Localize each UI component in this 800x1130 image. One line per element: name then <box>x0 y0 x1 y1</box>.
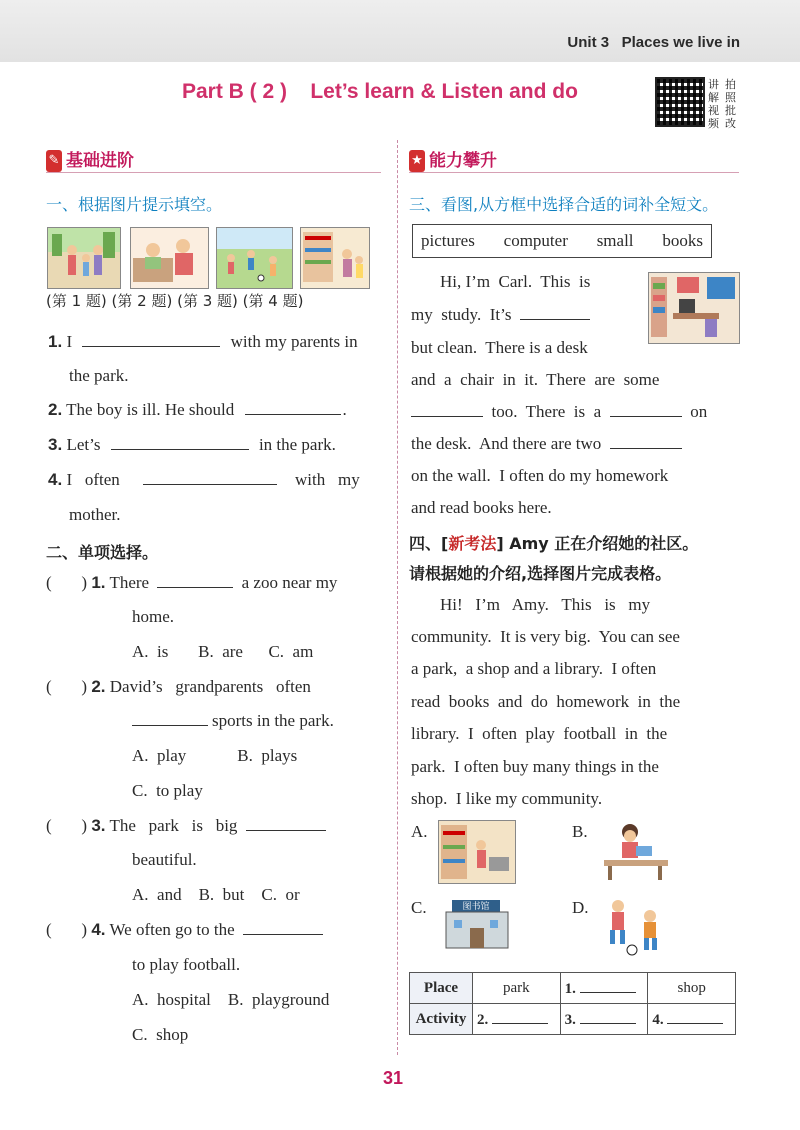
fill-item-4-cont: mother. <box>69 505 121 524</box>
carl-line-5: too. There is a on <box>411 402 707 422</box>
answer-blank[interactable] <box>411 402 483 417</box>
top-banner <box>0 0 800 62</box>
carl-line-1: Hi, I’m Carl. This is <box>440 272 591 291</box>
answer-paren[interactable]: ( ) <box>46 677 88 696</box>
picture-2-sick-boy <box>130 227 209 289</box>
answer-paren[interactable]: ( ) <box>46 573 88 592</box>
answer-blank[interactable] <box>610 434 682 449</box>
picture-captions: (第 1 题) (第 2 题) (第 3 题) (第 4 题) <box>46 292 304 310</box>
section-badge-icon: ✎ <box>46 150 62 172</box>
picture-4-shop <box>300 227 370 289</box>
table-cell-blank[interactable]: 3. <box>560 1004 648 1035</box>
section-badge-icon: ★ <box>409 150 425 172</box>
option-d-label: D. <box>572 898 589 917</box>
fill-item-4: 4. I often with my <box>48 470 360 489</box>
mc-1-cont: home. <box>132 607 175 626</box>
table-cell: shop <box>648 973 736 1004</box>
word-option: books <box>662 231 703 250</box>
amy-line-2: community. It is very big. You can see <box>411 627 680 646</box>
fill-item-3: 3. Let’s in the park. <box>48 435 336 454</box>
q4-heading: 四、[新考法] Amy 正在介绍她的社区。 <box>409 534 699 553</box>
section-underline <box>409 172 739 173</box>
picture-a-shop <box>438 820 516 884</box>
picture-c-library <box>440 898 520 954</box>
amy-line-4: read books and do homework in the <box>411 692 681 711</box>
mc-2-options-2: C. to play <box>132 781 203 800</box>
mc-1-options: A. is B. are C. am <box>132 642 314 661</box>
carl-line-6: the desk. And there are two <box>411 434 682 454</box>
picture-study-room <box>648 272 740 344</box>
new-method-tag: 新考法 <box>448 534 497 553</box>
table-header-place: Place <box>410 973 473 1004</box>
table-row <box>410 1004 736 1035</box>
carl-line-3: but clean. There is a desk <box>411 338 588 357</box>
answer-blank[interactable] <box>520 305 590 320</box>
answer-blank[interactable] <box>143 470 277 485</box>
column-divider <box>397 140 398 1055</box>
carl-line-2: my study. It’s <box>411 305 590 325</box>
mc-4: ( ) 4. We often go to the <box>46 920 323 940</box>
fill-item-2: 2. The boy is ill. He should . <box>48 400 347 419</box>
answer-blank[interactable] <box>610 402 682 417</box>
answer-blank <box>132 711 208 726</box>
amy-line-1: Hi! I’m Amy. This is my <box>440 595 651 614</box>
option-b-label: B. <box>572 822 588 841</box>
mc-2-options-1: A. play B. plays <box>132 746 298 765</box>
q1-heading: 一、根据图片提示填空。 <box>46 195 223 214</box>
table-cell: park <box>473 973 561 1004</box>
picture-3-football <box>216 227 293 289</box>
mc-3-cont: beautiful. <box>132 850 197 869</box>
amy-line-6: park. I often buy many things in the <box>411 757 659 776</box>
section-basic-heading: ✎ 基础进阶 <box>46 146 134 172</box>
answer-blank[interactable] <box>82 332 220 347</box>
unit-label: Unit 3 Places we live in <box>567 34 740 51</box>
carl-line-4: and a chair in it. There are some <box>411 370 660 389</box>
amy-line-3: a park, a shop and a library. I often <box>411 659 657 678</box>
mc-1: ( ) 1. There a zoo near my <box>46 573 338 592</box>
mc-3: ( ) 3. The park is big <box>46 816 326 836</box>
mc-3-options: A. and B. but C. or <box>132 885 300 904</box>
qr-code-icon[interactable] <box>655 77 705 127</box>
fill-item-1: 1. I with my parents in <box>48 332 358 351</box>
library-sign: 图书馆 <box>462 902 490 912</box>
amy-line-5: library. I often play football in the <box>411 724 668 743</box>
word-option: pictures <box>421 231 475 250</box>
q3-heading: 三、看图,从方框中选择合适的词补全短文。 <box>409 195 719 214</box>
word-box <box>412 224 712 258</box>
picture-b-reading <box>600 820 672 884</box>
table-row <box>410 973 736 1004</box>
answer-blank <box>157 573 233 588</box>
answer-blank[interactable] <box>245 400 341 415</box>
page-title: Part B ( 2 ) Let’s learn & Listen and do <box>182 80 578 103</box>
word-option: computer <box>503 231 568 250</box>
amy-line-7: shop. I like my community. <box>411 789 603 808</box>
answer-blank[interactable] <box>111 435 249 450</box>
mc-2: ( ) 2. David’s grandparents often <box>46 677 311 696</box>
picture-1-park-walk <box>47 227 121 289</box>
section-advanced-heading: ★ 能力攀升 <box>409 146 497 172</box>
option-c-label: C. <box>411 898 427 917</box>
table-cell-blank[interactable]: 1. <box>560 973 648 1004</box>
answer-table <box>409 972 736 1035</box>
q2-heading: 二、单项选择。 <box>46 543 159 562</box>
table-cell-blank[interactable]: 2. <box>473 1004 561 1035</box>
table-header-activity: Activity <box>410 1004 473 1035</box>
carl-line-7: on the wall. I often do my homework <box>411 466 669 485</box>
mc-4-cont: to play football. <box>132 955 241 974</box>
section-underline <box>46 172 381 173</box>
picture-d-football <box>600 896 672 958</box>
answer-paren[interactable]: ( ) <box>46 920 88 939</box>
mc-2-cont: sports in the park. <box>132 711 334 731</box>
page-number: 31 <box>383 1068 404 1088</box>
qr-caption: 讲 拍 解 照 视 批 频 改 <box>708 78 736 130</box>
mc-4-options-1: A. hospital B. playground <box>132 990 330 1009</box>
word-option: small <box>596 231 634 250</box>
q4-heading-cont: 请根据她的介绍,选择图片完成表格。 <box>409 564 672 583</box>
fill-item-1-cont: the park. <box>69 366 129 385</box>
answer-paren[interactable]: ( ) <box>46 816 88 835</box>
option-a-label: A. <box>411 822 428 841</box>
carl-line-8: and read books here. <box>411 498 552 517</box>
answer-blank <box>243 920 323 935</box>
answer-blank <box>246 816 326 831</box>
table-cell-blank[interactable]: 4. <box>648 1004 736 1035</box>
mc-4-options-2: C. shop <box>132 1025 189 1044</box>
